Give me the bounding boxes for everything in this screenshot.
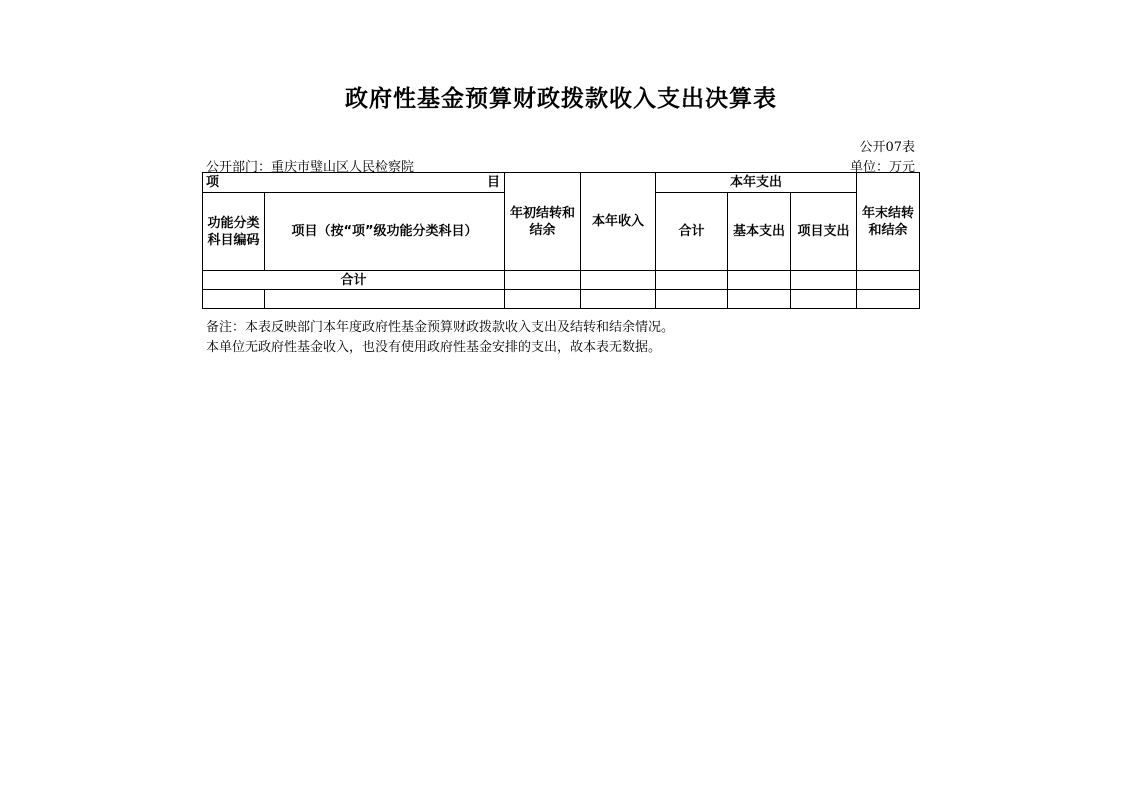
table-row-total: [203, 271, 920, 290]
total-cell: [791, 271, 857, 290]
header-item-cell: [203, 173, 505, 193]
total-cell: [505, 271, 581, 290]
header-current-expenditure: 本年支出: [656, 173, 857, 193]
page-title: 政府性基金预算财政拨款收入支出决算表: [345, 86, 777, 112]
header-current-income: 本年收入: [581, 173, 656, 271]
empty-cell: [656, 290, 728, 309]
note-line-1: 备注：本表反映部门本年度政府性基金预算财政拨款收入支出及结转和结余情况。: [206, 320, 675, 335]
empty-cell: [265, 290, 505, 309]
header-code: 功能分类科目编码: [203, 193, 265, 271]
budget-table: [202, 172, 920, 309]
empty-cell: [728, 290, 791, 309]
header-exp-project: 项目支出: [791, 193, 857, 271]
unit-label: 单位：万元: [849, 160, 915, 175]
header-item-left: 项: [206, 175, 220, 190]
empty-cell: [505, 290, 581, 309]
department-label: 公开部门：重庆市璧山区人民检察院: [206, 160, 415, 175]
empty-cell: [791, 290, 857, 309]
header-exp-basic: 基本支出: [728, 193, 791, 271]
empty-cell: [203, 290, 265, 309]
header-closing-balance: 年末结转和结余: [857, 173, 920, 271]
empty-cell: [857, 290, 920, 309]
total-cell: [656, 271, 728, 290]
form-code: 公开07表: [859, 140, 915, 155]
header-exp-total: 合计: [656, 193, 728, 271]
header-item-right: 目: [486, 175, 500, 190]
header-name: 项目（按“项”级功能分类科目）: [265, 193, 505, 271]
header-opening-balance: 年初结转和结余: [505, 173, 581, 271]
note-line-2: 本单位无政府性基金收入，也没有使用政府性基金安排的支出，故本表无数据。: [206, 340, 662, 355]
total-cell: [728, 271, 791, 290]
total-cell: [857, 271, 920, 290]
empty-cell: [581, 290, 656, 309]
total-row-label: 合计: [203, 271, 505, 290]
table-row: [203, 290, 920, 309]
total-cell: [581, 271, 656, 290]
